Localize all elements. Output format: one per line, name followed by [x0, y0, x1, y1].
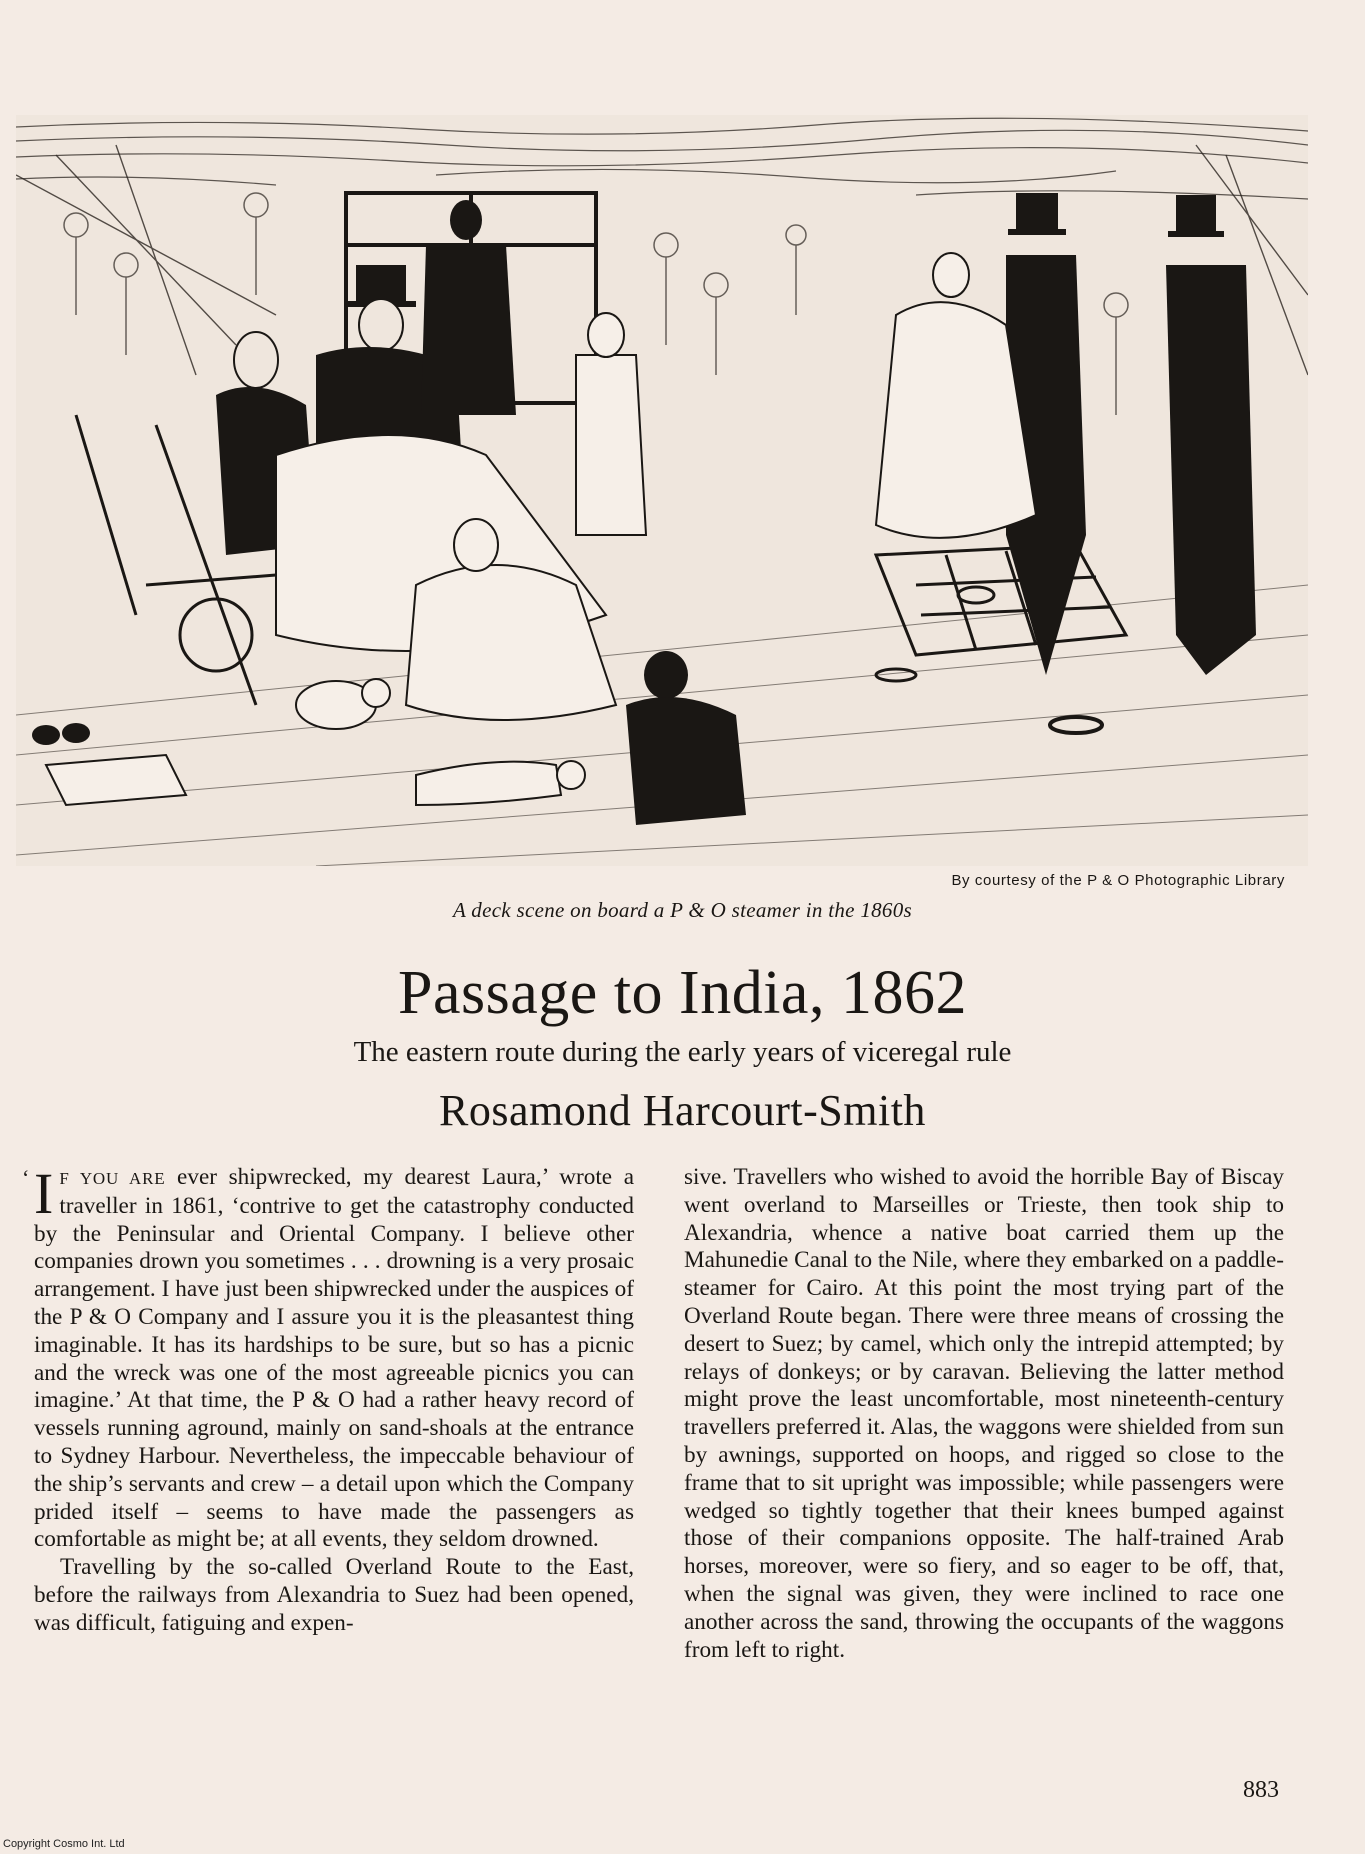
deck-scene-illustration: [16, 115, 1308, 866]
copyright-notice: Copyright Cosmo Int. Ltd: [3, 1838, 125, 1850]
figure-caption: A deck scene on board a P & O steamer in the 1860s: [452, 898, 913, 922]
article-title: Passage to India, 1862: [398, 959, 967, 1027]
text-column-right: [684, 1164, 1284, 1664]
paragraph: sive. Travellers who wished to avoid the horrible Bay of Biscay went overland to Marseilles or Trieste, then took ship to Alexandria, whence a native boat carried them up the Mahunedie Canal to the Nile, where they embarked on a paddle-steamer for Cairo. At this point the most trying part of the Overland Route began. There were three means of crossing the desert to Suez; by camel, which only the intrepid attempted; by relays of donkeys; or by caravan. Believing the latter method might prove the least uncomfortable, most nineteenth-century travellers preferred it. Alas, the waggons were shielded from sun by awnings, supported on hoops, and rigged so close to the frame that to sit upright was impossible; while passengers were wedged so tightly together that their knees bumped against those of their companions opposite. The half-trained Arab horses, moreover, were so fiery, and so eager to be off, that, when the signal was given, they were inclined to race one another across the sand, throwing the occupants of the waggons from left to right.: [684, 1164, 1284, 1663]
paragraph: Travelling by the so-called Overland Route to the East, before the railways from Alexandria to Suez had been opened, was difficult, fatiguing and expen-: [34, 1554, 634, 1636]
photo-credit: By courtesy of the P & O Photographic Library: [951, 872, 1285, 889]
paragraph: [34, 1161, 634, 1554]
drop-cap: I: [34, 1161, 54, 1226]
paragraph-text: ever shipwrecked, my dearest Laura,’ wrote a traveller in 1861, ‘contrive to get the catastrophy conducted by the Peninsular and Oriental Company. I believe other companies drown you sometimes . . . drowning is a very prosaic arrangement. I have just been shipwrecked under the auspices of the P & O Company and I assure you it is the pleasantest thing imaginable. It has its hardships to be sure, but so has a picnic and the wreck was one of the most agreeable picnics you can imagine.’ At that time, the P & O had a rather heavy record of vessels running aground, mainly on sand-shoals at the entrance to Sydney Harbour. Nevertheless, the impeccable behaviour of the ship’s servants and crew – a detail upon which the Company prided itself – seems to have made the passengers as comfortable as might be; at all events, they seldom drowned.: [34, 1164, 634, 1553]
text-column-left: [22, 1161, 634, 1638]
opening-quote-mark: ‘: [22, 1165, 30, 1190]
article-author: Rosamond Harcourt-Smith: [439, 1086, 926, 1135]
lead-in-smallcaps: F YOU ARE: [59, 1169, 166, 1188]
page-number: 883: [1243, 1777, 1279, 1803]
deck-scene-illustration-icon: [16, 115, 1308, 866]
article-subtitle: The eastern route during the early years of viceregal rule: [353, 1036, 1012, 1068]
